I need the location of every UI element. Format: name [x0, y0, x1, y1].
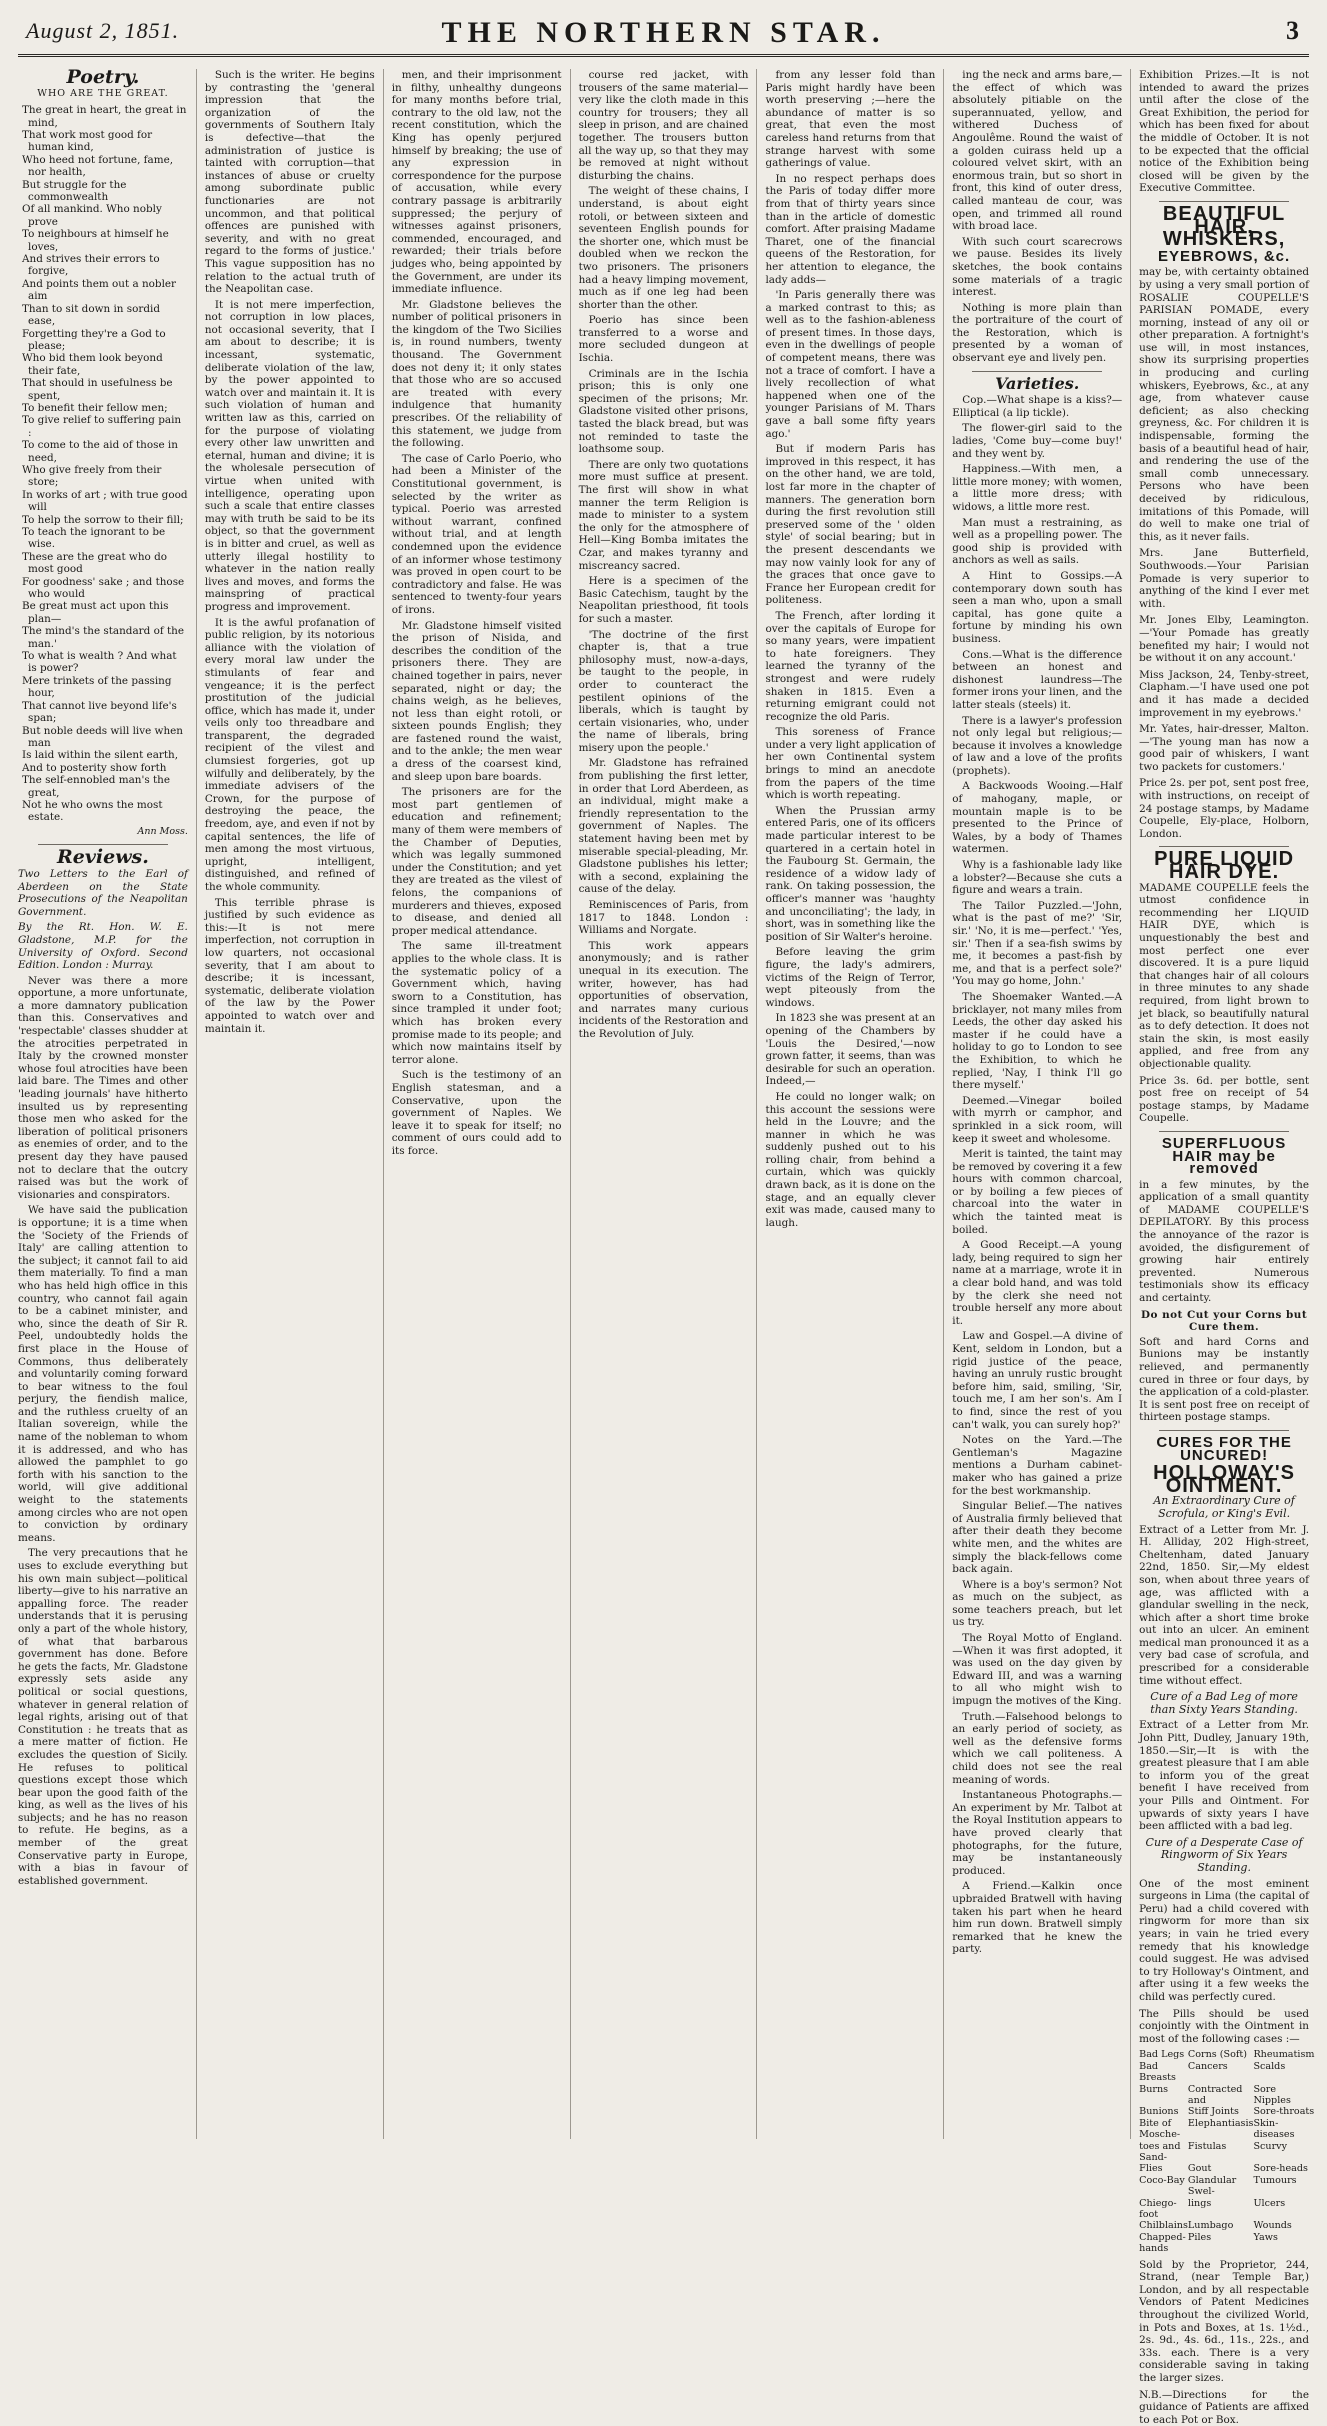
varieties-item: Singular Belief.—The natives of Australia firmly believed that after their death they become white men, and the whites are simply the black-fellows come back again. [952, 1500, 1123, 1576]
review-paragraph: We have said the publication is opportune; it is a time when the 'Society of the Friends of Italy' are calling attention to the subject; it cannot fail to aid them materially. To find a man who has held high office in this country, who cannot fail again to be a cabinet minister, and who, since the death of Sir R. Peel, undoubtedly holds the first place in the House of Commons, thus deliberately and voluntarily coming forward to bear witness to the foul perjury, the fiendish malice, and the ruthless cruelty of an Italian sovereign, while the name of the nobleman to whom it is addressed, and who has allowed the pamphlet to go forth with his sanction to the world, will give additional weight to the statements among circles who are not open to conviction by ordinary means. [18, 1204, 188, 1544]
masthead [18, 14, 1309, 57]
medicine-list-item: Skin-diseases [1253, 2117, 1295, 2141]
holloway-case3-title: Cure of a Desperate Case of Ringworm of Six Years Standing. [1145, 1835, 1303, 1874]
medicine-list-item: Sore-throats [1253, 2106, 1315, 2118]
hair-dye-ad-text: MADAME COUPELLE feels the utmost confidence in recommending her LIQUID HAIR DYE, which is unquestionably the best and most perfect one ever discovered. It is a pure liquid that changes hair of all colours in three minutes to any shade required, from light brown to jet black, so beautifully natural as to defy detection. It does not stain the skin, is most easily applied, and free from any objectionable quality. [1139, 881, 1310, 1070]
poem-title: WHO ARE THE GREAT. [37, 87, 169, 99]
poem-line: That work most good for human kind, [22, 129, 153, 154]
article-paragraph: Nothing is more plain than the portraiture of the court of the Restoration, which is presented by a woman of observant eye and lively pen. [952, 301, 1123, 365]
medicine-list-item: Bite of Mosche- [1139, 2117, 1181, 2141]
column-1 [18, 66, 197, 2139]
article-paragraph: This work appears anonymously; and is rather unequal in its execution. The writer, however, has had opportunities of observation, and narrates many curious incidents of the Restoration and the Revolution of July. [578, 939, 749, 1040]
article-paragraph: 'The doctrine of the first chapter is, that a true philosophy must, now-a-days, be taught to the people, in order to counteract the pestilent opinions of the liberals, which is taught by certain visionaries, who, under the name of liberals, bring misery upon the people.' [578, 628, 749, 754]
divider [1159, 1430, 1289, 1431]
varieties-item: Cons.—What is the difference between an honest and dishonest laundress—The former irons your linen, and the latter steals (steels) it. [952, 648, 1123, 711]
varieties-item: The Shoemaker Wanted.—A bricklayer, not many miles from Leeds, the other day asked his master if he could have a holiday to go to London to see the Exhibition, to which he replied, 'Nay, I think I'll go there myself.' [952, 990, 1123, 1092]
reviews-heading: Reviews. [56, 846, 149, 869]
varieties-item: A Backwoods Wooing.—Half of mahogany, maple, or mountain maple is to be presented to the Prince of Wales, by a body of Thames watermen. [952, 780, 1123, 856]
page-number: 3 [1286, 16, 1299, 45]
poem-line: To teach the ignorant to be wise. [22, 526, 166, 551]
whiskers-testimonials [1139, 547, 1309, 773]
varieties-item: Instantaneous Photographs.—An experiment by Mr. Talbot at the Royal Institution appears to have proved clearly that photographs, for the future, may be instantaneously produced. [952, 1789, 1123, 1877]
review-byline: By the Rt. Hon. W. E. Gladstone, M.P. for the University of Oxford. Second Edition. London : Murray. [18, 921, 188, 972]
whiskers-ad-text: may be, with certainty obtained by using a very small portion of ROSALIE COUPELLE'S PARISIAN POMADE, every morning, instead of any oil or other preparation. A fortnight's use will, in most instances, show its surprising properties in producing and curling whiskers, Eyebrows, &c., at any age, from whatever cause deficient; as also checking greyness, &c. For children it is indispensable, forming the basis of a beautiful head of hair, and rendering the use of the small comb unnecessary. Persons who have been deceived by ridiculous, imitations of this Pomade, will do well to make one trial of this, as it never fails. [1139, 266, 1310, 543]
article-paragraph: The weight of these chains, I understand, is about eight rotoli, or between sixteen and seventeen English pounds for the shorter one, which must be doubled when we reckon the two prisoners. The prisoners had a heavy limping movement, much as if one leg had been shorter than the other. [578, 185, 749, 311]
article-paragraph: But if modern Paris has improved in this respect, it has on the other hand, we are told, lost far more in the chapter of manners. The generation born during the first revolution still preserved some of the ' olden style' of social bearing; but in the present descendants we may now vainly look for any of the graces that once gave to France her European credit for politeness. [765, 443, 936, 607]
medicine-list-item: Coco-Bay [1139, 2174, 1185, 2186]
cures-title: CURES FOR THE UNCURED! [1156, 1433, 1292, 1464]
divider [972, 371, 1102, 372]
review-paragraph: It is the awful profanation of public religion, by its notorious alliance with the violation of every moral law under the stimulants of fear and vengeance; it is the perfect prostitution of the judicial office, which has made it, under veils only too threadbare and transparent, the degraded recipient of the vilest and clumsiest forgeries, got up wilfully and deliberately, by the immediate advisers of the Crown, for the purpose of destroying the peace, the freedom, aye, and even if not by capital sentences, the life of men among the most virtuous, upright, intelligent, distinguished, and refined of the whole community. [204, 616, 375, 893]
poem-line: Than to sit down in sordid ease, [22, 302, 160, 328]
poem-line: To help the sorrow to their fill; [22, 513, 184, 526]
article-paragraph: This soreness of France under a very light application of her own Continental system brings to mind an anecdote from the papers of the time which is worth repeating. [765, 726, 936, 802]
medicine-list-item: lings [1187, 2197, 1212, 2209]
whiskers-ad-title: BEAUTIFUL HAIR, WHISKERS, [1162, 202, 1286, 251]
column-5 [765, 69, 944, 2139]
column-7 [1139, 69, 1315, 2426]
medicine-list-item: Stiff Joints [1187, 2106, 1239, 2118]
hair-dye-ad-price: Price 3s. 6d. per bottle, sent post free on receipt of 54 postage stamps, by Madame Coupelle. [1139, 1074, 1310, 1125]
varieties-item: The flower-girl said to the ladies, 'Come buy—come buy!' and they went by. [952, 422, 1123, 460]
article-paragraph: Mr. Gladstone has refrained from publishing the first letter, in order that Lord Aberdeen, as an individual, might make a friendly representation to the government of Naples. The statement having been met by miserable special-pleading, Mr. Gladstone publishes his letter; with a second, explaining the cause of the delay. [578, 757, 749, 896]
poem-line: Is laid within the silent earth, [22, 749, 179, 762]
poem-line: The mind's the standard of the man.' [22, 625, 184, 650]
medicine-list-item: Wounds [1253, 2220, 1292, 2232]
divider [1159, 846, 1289, 847]
article-paragraph: course red jacket, with trousers of the same material—very like the cloth made in this country for trousers; they all sleep in prison, and are chained together. The trousers button all the way up, so that they may be removed at night without disturbing the chains. [578, 69, 749, 182]
varieties-list [952, 394, 1122, 1956]
newspaper-title: THE NORTHERN STAR. [441, 16, 886, 49]
holloway-ad-subtitle: An Extraordinary Cure of Scrofula, or King's Evil. [1153, 1494, 1295, 1520]
poem-line: Who bid them look beyond their fate, [22, 352, 163, 377]
column-4 [579, 69, 758, 2139]
holloway-case2-title: Cure of a Bad Leg of more than Sixty Years Standing. [1150, 1690, 1298, 1716]
medicine-list-item: Lumbago [1187, 2220, 1234, 2232]
poem-line: To neighbours at himself he loves, [22, 228, 169, 253]
superfluous-hair-ad-title: SUPERFLUOUS HAIR may be removed [1161, 1134, 1287, 1178]
poetry-heading: Poetry. [66, 66, 140, 88]
divider [38, 844, 168, 845]
corns-ad-title: Do not Cut your Corns but Cure them. [1141, 1308, 1308, 1334]
article-paragraph: He could no longer walk; on this account the sessions were held in the Louvre; and the manner in which he was suddenly pushed out to his rolling chair, from behind a curtain, which was quickly drawn back, as it is done on the stage, and an equally clever exit was made, caused many to laugh. [765, 1090, 936, 1229]
poem-line: And strives their errors to forgive, [22, 253, 160, 278]
varieties-item: Happiness.—With men, a little more money; with women, a little more dress; with widows, a little more rest. [952, 463, 1123, 513]
medicine-list-item: Piles [1187, 2231, 1212, 2243]
poem-line: And to posterity show forth [22, 761, 167, 774]
poem-line: In works of art ; with true good will [22, 488, 188, 514]
poem-line: To benefit their fellow men; [22, 401, 168, 414]
poem-line: But struggle for the commonwealth [22, 178, 127, 204]
poem-line: Mere trinkets of the passing hour, [22, 674, 172, 700]
poem-line: The great in heart, the great in mind, [22, 104, 187, 129]
medicine-list-item: Glandular Swel- [1187, 2174, 1237, 2198]
medicine-list-item: Bad Legs [1139, 2049, 1185, 2061]
medicine-list-item: Cancers [1187, 2060, 1228, 2072]
poem-line: These are the great who do most good [22, 550, 167, 576]
review-paragraph: Such is the writer. He begins by contrasting the 'general impression that the organization of the governments of Southern Italy is defective—that the administration of justice is tainted with corruption—that instances of abuse or cruelty among subordinate public functionaries are not uncommon, and that political offences are punished with severity, and with no great regard to the forms of justice.' This vague supposition has no relation to the actual truth of the Neapolitan case. [204, 69, 375, 296]
article-paragraph: The French, after lording it over the capitals of Europe for so many years, were impatient to hate foreigners. They learned the tyranny of the strongest and were rudely shaken in 1815. Even a returning emigrant could not recognize the old Paris. [765, 609, 936, 723]
review-body [18, 975, 188, 1888]
poem-signature: Ann Moss. [137, 825, 188, 837]
article-paragraph: men, and their imprisonment in filthy, unhealthy dungeons for many months before trial, contrary to the old law, not the recent constitution, which the King has openly perjured himself by breaking; the use of any expression in correspondence for the purpose of accusation, while every contrary passage is arbitrarily suppressed; the perjury of witnesses against prisoners, commended, encouraged, and rewarded; their trials before judges who, being appointed by the Government, are under its immediate influence. [391, 69, 562, 296]
medicine-list-item: Chilblains [1139, 2220, 1188, 2232]
article-paragraph: The prisoners are for the most part gentlemen of education and refinement; many of them were members of the Chamber of Deputies, which was legally summoned under the Constitution; and yet they are treated as the vilest of felons, the companions of murderers and thieves, exposed to disease, and denied all proper medical attendance. [391, 786, 562, 937]
medicine-list-item: Corns (Soft) [1187, 2049, 1248, 2061]
varieties-item: Law and Gospel.—A divine of Kent, seldom in London, but a rigid justice of the peace, having an unruly rustic brought before him, said, smiling, 'Sir, touch me, I am her son's. Am I to find, since the rest of you can't walk, you can surely hop?' [952, 1330, 1123, 1431]
holloway-case3-text: One of the most eminent surgeons in Lima (the capital of Peru) had a child covered with ringworm for more than six years; in vain he tried every remedy that his knowledge could suggest. He was advised to try Holloway's Ointment, and after using it a few weeks the child was perfectly cured. [1139, 1877, 1310, 2003]
divider [1159, 201, 1289, 202]
columns [18, 66, 1315, 2426]
column-2 [205, 69, 384, 2139]
varieties-item: A Good Receipt.—A young lady, being required to sign her name at a marriage, wrote it in a clear bold hand, and was told by the clerk she need not trouble herself any more about it. [952, 1239, 1123, 1327]
corns-ad-text: Soft and hard Corns and Bunions may be instantly relieved, and permanently cured in three or four days, by the application of a cold-plaster. It is sent post free on receipt of thirteen postage stamps. [1139, 1335, 1310, 1424]
hair-dye-ad-title: PURE LIQUID HAIR DYE. [1154, 848, 1295, 884]
varieties-item: A Friend.—Kalkin once upbraided Bratwell with having taken his part when he heard him run down. Bratwell simply remarked that he knew the party. [952, 1880, 1123, 1956]
superfluous-hair-ad-text: in a few minutes, by the application of a small quantity of MADAME COUPELLE'S DEPILATORY. By this process the annoyance of the razor is avoided, the disfigurement of growing hair entirely prevented. Numerous testimonials show its efficacy and certainty. [1139, 1178, 1310, 1305]
medicine-list-item: Tumours [1253, 2174, 1297, 2186]
article-paragraph: ing the neck and arms bare,—the effect of which was absolutely pitiable on the superannuated, yellow, and withered Duchess of Angoulême. Round the waist of a golden cuirass held up a coloured velvet skirt, with an enormous train, but so short in front, this kind of outer dress, called manteau de cour, was open, and trimmed all round with broad lace. [952, 69, 1123, 233]
varieties-item: Cop.—What shape is a kiss?—Elliptical (a lip tickle). [952, 394, 1123, 419]
article-paragraph: The case of Carlo Poerio, who had been a Minister of the Constitutional government, is selected by the writer as typical. Poerio was arrested without warrant, confined without trial, and at length condemned upon the evidence of an informer whose testimony was proved in open court to be contradictory and false. He was sentenced to twenty-four years of irons. [391, 452, 562, 616]
review-paragraph: Never was there a more opportune, a more unfortunate, a more damnatory publication than this. Conservatives and 'respectable' classes shudder at the atrocities perpetrated in Italy by the crowned monster whose foul atrocities have been laid bare. The Times and other 'leading journals' have hitherto insulted us by representing those men who asked for the liberation of political prisoners as enemies of order, and to the present day they have paused not to declare that the outcry raised was but the work of visionaries and conspirators. [18, 974, 188, 1201]
varieties-item: Merit is tainted, the taint may be removed by covering it a few hours with common charcoal, or by boiling a few pieces of charcoal into the water in which the tainted meat is boiled. [952, 1148, 1123, 1236]
poem-line: To give relief to suffering pain : [22, 414, 182, 439]
poem-line: The self-ennobled man's the great, [22, 774, 170, 799]
article-paragraph: from any lesser fold than Paris might hardly have been worth preserving ;—here the abundance of matter is so great, that even the most careless hand returns from that strange harvest with some gatherings of value. [765, 69, 936, 170]
poem-line: And points them out a nobler aim [22, 277, 177, 303]
column-3 [392, 69, 571, 2139]
review-paragraph: The very precautions that he uses to exclude everything but his own main subject—political liberty—give to his narrative an appalling force. The reader understands that it is perusing only a part of the whole history, of what that barbarous government has done. Before he gets the facts, Mr. Gladstone expressly sets aside any political or social questions, whatever in general relation of legal rights, arising out of that Constitution : he treats that as a mere matter of fiction. He excludes the question of Sicily. He refuses to political questions except those which bear upon the good faith of the king, as well as the lives of his subjects; and he has no reason to refute. He begins, as a member of the great Conservative party in Europe, with a bias in favour of established government. [18, 1547, 188, 1887]
holloway-ad-title: HOLLOWAY'S OINTMENT. [1153, 1462, 1295, 1497]
poem-line: Of all mankind. Who nobly prove [22, 203, 162, 228]
article-paragraph: Here is a specimen of the Basic Catechism, taught by the Neapolitan priesthood, fit tools for such a master. [578, 575, 749, 625]
poem-line: To what is wealth ? And what is power? [22, 650, 177, 675]
holloway-case2-text: Extract of a Letter from Mr. John Pitt, Dudley, January 19th, 1850.—Sir,—It is with the greatest pleasure that I am able to inform you of the great benefit I have received from your Pills and Ointment. For upwards of sixty years I have been afflicted with a bad leg. [1139, 1719, 1310, 1833]
article-paragraph: In no respect perhaps does the Paris of today differ more from that of thirty years since than in the article of domestic comfort. After praising Madame Tharet, one of the financial queens of the Restoration, for her attention to elegance, the lady adds— [765, 172, 936, 286]
medicine-list-item: Chiego-foot [1139, 2197, 1177, 2220]
medicine-list-item: Fistulas [1187, 2140, 1227, 2152]
whiskers-ad-price: Price 2s. per pot, sent post free, with instructions, on receipt of 24 postage stamps, by Madame Coupelle, Ely-place, Holborn, London. [1139, 777, 1310, 840]
article-paragraph: In 1823 she was present at an opening of the Chambers by 'Louis the Desired,'—now grown fatter, it seems, than was desirable for such an operation. Indeed,— [765, 1012, 936, 1088]
testimonial: Mr. Jones Elby, Leamington.—'Your Pomade has greatly benefited my hair; I would not be without it on any account.' [1139, 614, 1310, 665]
article-paragraph: Mr. Gladstone believes the number of political prisoners in the kingdom of the Two Sicilies is, in round numbers, twenty thousand. The Government does not deny it; it only states that those who are so accused are treated with every indulgence that humanity prescribes. Of the reliability of this statement, we judge from the following. [391, 298, 562, 450]
medicine-list-item: Rheumatism [1253, 2049, 1315, 2061]
medicine-list-item: Contracted and [1187, 2083, 1243, 2106]
varieties-item: Man must a restraining, as well as a propelling power. The good ship is provided with anchors as well as sails. [952, 516, 1123, 567]
medicine-list-item: Flies [1139, 2163, 1163, 2175]
testimonial: Mr. Yates, hair-dresser, Malton.—'The young man has now a good pair of whiskers, I want two packets for customers.' [1139, 723, 1310, 773]
varieties-item: Notes on the Yard.—The Gentleman's Magazine mentions a Durham cabinet-maker who has gained a prize for the best workmanship. [952, 1434, 1123, 1497]
issue-date: August 2, 1851. [26, 18, 180, 43]
divider [1159, 1131, 1289, 1132]
varieties-item: Why is a fashionable lady like a lobster?—Because she cuts a figure and wears a train. [952, 859, 1123, 897]
medicine-list-item: Bad Breasts [1139, 2060, 1176, 2084]
column-6 [952, 69, 1131, 2139]
medicine-list-item: Scurvy [1253, 2140, 1288, 2152]
varieties-item: Truth.—Falsehood belongs to an early period of society, as well as the defensive forms which we call politeness. A child does not see the real meaning of words. [952, 1710, 1123, 1786]
varieties-heading: Varieties. [995, 373, 1080, 393]
poem-line: That cannot live beyond life's span; [22, 699, 177, 725]
medicine-list-item: Bunions [1139, 2106, 1179, 2118]
medicine-list-item: Yaws [1253, 2231, 1278, 2243]
medicine-list [1139, 2049, 1315, 2255]
holloway-ad-text: Extract of a Letter from Mr. J. H. Alliday, 202 High-street, Cheltenham, dated January 22nd, 1850. Sir,—My eldest son, when about three years of age, was afflicted with a glandular swelling in the neck, which after a short time broke out into an ulcer. An eminent medical man pronounced it as a very bad case of scrofula, and prescribed for a considerable time without effect. [1139, 1523, 1310, 1687]
varieties-item: Deemed.—Vinegar boiled with myrrh or camphor, and sprinkled in a sick room, will keep it sweet and wholesome. [952, 1094, 1123, 1145]
holloway-note: N.B.—Directions for the guidance of Patients are affixed to each Pot or Box. [1139, 2388, 1310, 2426]
article-paragraph: Reminiscences of Paris, from 1817 to 1848. London : Williams and Norgate. [578, 899, 749, 937]
review-title: Two Letters to the Earl of Aberdeen on the State Prosecutions of the Neapolitan Government. [18, 867, 188, 918]
medicine-list-item: toes and Sand- [1139, 2140, 1181, 2163]
medicine-list-intro: The Pills should be used conjointly with the Ointment in most of the following cases :— [1139, 2007, 1310, 2045]
poem-line: To come to the aid of those in need, [22, 439, 178, 464]
medicine-list-item: Sore-heads [1253, 2163, 1308, 2175]
review-paragraph: It is not mere imperfection, not corruption in low places, not occasional severity, that I am about to describe; it is incessant, systematic, deliberate violation of the law, by the power appointed to watch over and maintain it. It is such violation of human and written law as this, carried on for the purpose of violating every other law unwritten and eternal, human and divine; it is the wholesale persecution of virtue when united with intelligence, operating upon such a scale that entire classes may with truth be said to be its object, so that the government is in bitter and cruel, as well as utterly illegal hostility to whatever in the nation really lives and moves, and forms the mainspring of practical progress and improvement. [204, 298, 375, 613]
article-paragraph: Such is the testimony of an English statesman, and a Conservative, upon the government of Naples. We leave it to speak for itself; no comment of ours could add to its force. [391, 1069, 562, 1157]
poem [18, 104, 188, 824]
article-paragraph: When the Prussian army entered Paris, one of its officers made particular interest to be quartered in a certain hotel in the Faubourg St. Germain, the residence of a widow lady of rank. On taking possession, the officer's manner was 'haughty and unconciliating'; the lady, in short, was in something like the position of Sir Walter's heroine. [765, 804, 936, 943]
whiskers-ad-title-2: EYEBROWS, &c. [1157, 247, 1291, 265]
testimonial: Miss Jackson, 24, Tenby-street, Clapham.—'I have used one pot and it has made a decided improvement in my eyebrows.' [1139, 668, 1310, 719]
medicine-list-item: Elephantiasis [1187, 2117, 1254, 2129]
poem-line: Not he who owns the most estate. [22, 798, 163, 824]
holloway-sold-by: Sold by the Proprietor, 244, Strand, (near Temple Bar,) London, and by all respectable Vendors of Patent Medicines throughout the civilized World, in Pots and Boxes, at 1s. 1½d., 2s. 9d., 4s. 6d., 11s., 22s., and 33s. each. There is a very considerable saving in taking the larger sizes. [1139, 2258, 1310, 2384]
article-paragraph: There are only two quotations more must suffice at present. The first will show in what manner the term Religion is made to minister to a system the only for the atmosphere of Hell—King Bomba imitates the Czar, and makes tyranny and miscreancy sacred. [578, 458, 749, 572]
testimonial: Mrs. Jane Butterfield, Southwoods.—Your Parisian Pomade is very superior to anything of the kind I ever met with. [1139, 547, 1310, 610]
poem-line: Who give freely from their store; [22, 463, 162, 489]
poem-line: Be great must act upon this plan— [22, 600, 169, 625]
poem-line: For goodness' sake ; and those who would [22, 575, 185, 601]
varieties-item: There is a lawyer's profession not only legal but religious;—because it involves a knowledge of law and a love of the profits (prophets). [952, 714, 1123, 777]
varieties-item: The Tailor Puzzled.—'John, what is the past of me?' 'Sir, sir.' 'No, it is me—perfect.' 'Yes, sir.' Then if a sea-fish swims by me, it becomes a past-fish by me, and that is a perfect sole?' 'You may go home, John.' [952, 899, 1123, 988]
article-paragraph: Poerio has since been transferred to a worse and more secluded dungeon at Ischia. [578, 314, 749, 365]
varieties-item: A Hint to Gossips.—A contemporary down south has seen a man who, upon a small capital, has gone quite a fortune by minding his own business. [952, 569, 1123, 645]
medicine-list-item: Ulcers [1253, 2197, 1286, 2209]
poem-line: Forgetting they're a God to please; [22, 327, 166, 352]
article-paragraph: The same ill-treatment applies to the whole class. It is the systematic policy of a Government which, having sworn to a Constitution, has since trampled it under foot; which has broken every promise made to its people; and which now maintains itself by terror alone. [391, 940, 562, 1066]
medicine-list-item: Scalds [1253, 2060, 1286, 2072]
exhibition-note: Exhibition Prizes.—It is not intended to award the prizes until after the close of the Great Exhibition, the period for which has been fixed for about the middle of October. It is not to be expected that the official notice of the Exhibition being closed will be given by the Executive Committee. [1139, 69, 1310, 195]
medicine-list-item: Chapped-hands [1139, 2231, 1186, 2255]
article-paragraph: With such court scarecrows we pause. Besides its lively sketches, the book contains some materials of a tragic interest. [952, 235, 1123, 299]
varieties-item: Where is a boy's sermon? Not as much on the subject, as some teachers preach, but let us try. [952, 1578, 1123, 1629]
medicine-list-item: Sore Nipples [1253, 2083, 1291, 2106]
poem-line: But noble deeds will live when man [22, 724, 183, 749]
medicine-list-item: Burns [1139, 2083, 1169, 2095]
poem-line: Who heed not fortune, fame, nor health, [22, 153, 174, 179]
article-paragraph: 'In Paris generally there was a marked contrast to this; as well as to the fashion-ableness of present times. In those days, even in the dwellings of people of competent means, there was not a trace of comfort. I have a lively recollection of what happened when one of the younger Parisians of M. Thars gave a ball some fifty years ago.' [765, 289, 936, 440]
poem-line: That should in usefulness be spent, [22, 377, 173, 402]
article-paragraph: Before leaving the grim figure, the lady's admirers, victims of the Reign of Terror, wept piteously from the windows. [765, 946, 936, 1009]
medicine-list-item: Gout [1187, 2163, 1212, 2175]
review-paragraph: This terrible phrase is justified by such evidence as this:—It is not mere imperfection, not corruption in low quarters, not occasional severity, that I am about to describe; it is incessant, systematic, deliberate violation of the law by the Power appointed to watch over and maintain it. [204, 896, 375, 1035]
varieties-item: The Royal Motto of England.—When it was first adopted, it was used on the day given by Edward III, and was a warning to all who might wish to impugn the motives of the King. [952, 1632, 1123, 1708]
article-paragraph: Criminals are in the Ischia prison; this is only one specimen of the prisons; Mr. Gladstone visited other prisons, tasted the black bread, but was not reminded to taste the loathsome soup. [578, 367, 749, 456]
article-paragraph: Mr. Gladstone himself visited the prison of Nisida, and describes the condition of the prisoners there. They are chained together in pairs, never separated, night or day; the chains weigh, as he believes, not less than eight rotoli, or sixteen pounds English; they are fastened round the waist, and to the ankle; the men wear a dress of the coarsest kind, and sleep upon bare boards. [391, 619, 562, 783]
